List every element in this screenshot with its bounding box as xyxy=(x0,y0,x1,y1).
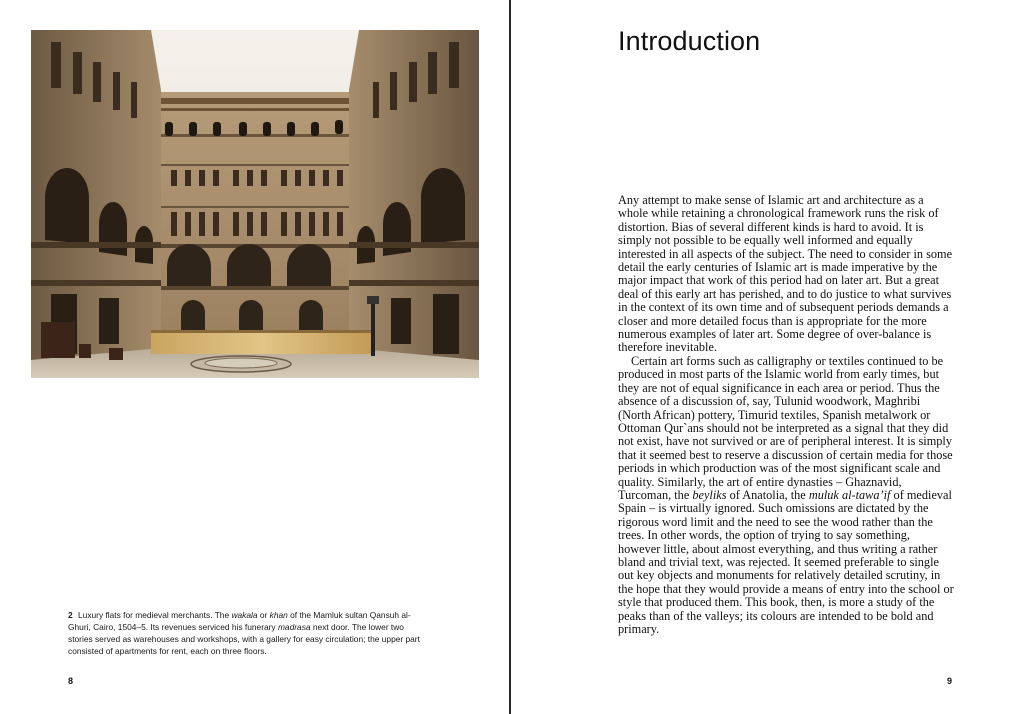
paragraph-2 xyxy=(618,355,954,637)
courtyard-photo xyxy=(31,30,479,378)
para-1-segment: of medieval Spain – is virtually ignored. Such omissions are dictated by the rigorous word limit and the need to see the wood rather than the trees. In other words, the option of trying to say something, however little, about almost everything, and thus writing a rather bland and trivial text, was rejected. It seemed preferable to single out key objects and monuments for relatively detailed scrutiny, in the hope that they would provide a means of entry into the school or style that produced them. This book, then, is more a study of the peaks than of the valleys; its colours are intended to be bold and primary. xyxy=(618,487,954,636)
page-number-left: 8 xyxy=(68,676,74,686)
figure-caption xyxy=(68,609,428,657)
para-0-segment: Any attempt to make sense of Islamic art and architecture as a whole while retaining a chronological framework runs the risk of distortion. Bias of several different kinds is hard to avoid. It is simply not possible to be equally well informed and equally interested in all aspects of the subject. The need to consider in some detail the early centuries of Islamic art is made imperative by the major impact that work of this period had on later art. But a great deal of this early art has perished, and to do justice to what survives in the context of its own time and of subsequent periods demands a closer and more detailed focus than is appropriate for the more numerous examples of later art. Some degree of over-balance is therefore inevitable. xyxy=(618,193,953,355)
right-page xyxy=(511,0,1020,714)
caption-segment: next door. The lower two stories served as warehouses and workshops, with a gallery for easy circulation; the upper part consisted of apartments for rent, each on three floors. xyxy=(68,622,420,656)
body-text xyxy=(618,194,954,636)
caption-text xyxy=(68,610,420,656)
caption-segment: wakala xyxy=(231,610,258,620)
caption-segment: of the Mamluk sultan Qansuh al-Ghuri, Cairo, 1504–5. Its revenues serviced his funerary xyxy=(68,610,411,632)
para-1-segment: muluk al-tawa’if xyxy=(808,487,891,502)
left-page xyxy=(0,0,509,714)
para-1-segment: beyliks xyxy=(692,487,727,502)
para-1-segment: of Anatolia, the xyxy=(726,487,809,502)
paragraph-1 xyxy=(618,194,954,355)
courtyard-illustration xyxy=(31,30,479,378)
caption-segment: khan xyxy=(269,610,288,620)
caption-segment: Luxury flats for medieval merchants. The xyxy=(78,610,232,620)
chapter-heading: Introduction xyxy=(618,26,761,56)
page-number-right: 9 xyxy=(947,676,953,686)
figure-number: 2 xyxy=(68,610,73,620)
caption-segment: madrasa xyxy=(277,622,311,632)
para-1-segment: Certain art forms such as calligraphy or textiles continued to be produced in most parts of the Islamic world from early times, but they are not of equal significance in each area or period. Thus the absence of a discussion of, say, Tulunid woodwork, Maghribi (North African) pottery, Timurid textiles, Spanish metalwork or Ottoman Qur`ans should not be interpreted as a signal that they did not exist, have not survived or are of peripheral interest. It is simply that it seemed best to reserve a discussion of certain media for those periods in which production was of the most significant scale and quality. Similarly, the art of entire dynasties – Ghaznavid, Turcoman, the xyxy=(618,353,953,502)
caption-segment: or xyxy=(257,610,270,620)
